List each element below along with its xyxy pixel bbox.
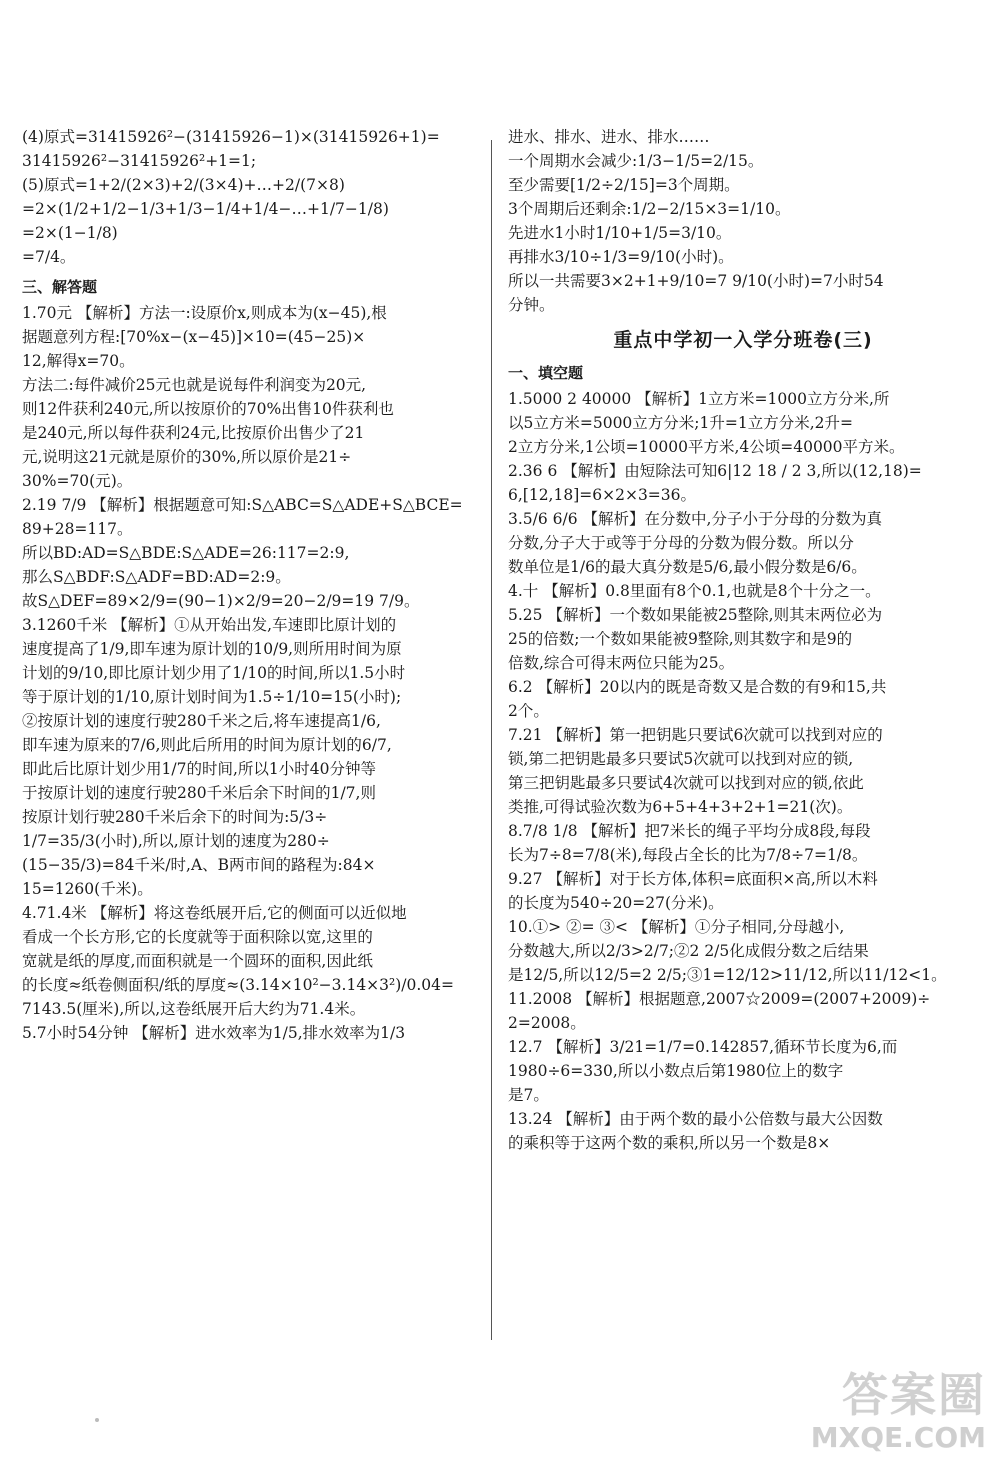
text-line: 4.71.4米 【解析】将这卷纸展开后,它的侧面可以近似地 <box>22 904 407 922</box>
text-line: 2立方分米,1公顷=10000平方米,4公顷=40000平方米。 <box>508 438 905 456</box>
text-line: 长为7÷8=7/8(米),每段占全长的比为7/8÷7=1/8。 <box>508 846 868 864</box>
text-line: 3.5/6 6/6 【解析】在分数中,分子小于分母的分数为真 <box>508 510 882 528</box>
text-line: 所以一共需要3×2+1+9/10=7 9/10(小时)=7小时54 <box>508 272 884 290</box>
left-answers-block <box>22 301 474 1045</box>
text-line: 12,解得x=70。 <box>22 352 135 370</box>
right-column <box>508 125 978 1155</box>
text-line: 故S△DEF=89×2/9=(90−1)×2/9=20−2/9=19 7/9。 <box>22 592 420 610</box>
text-line: 7.21 【解析】第一把钥匙只要试6次就可以找到对应的 <box>508 726 883 744</box>
text-line: 31415926²−31415926²+1=1; <box>22 152 257 170</box>
text-line: 2个。 <box>508 702 549 720</box>
text-line: 分钟。 <box>508 296 555 314</box>
text-line: =7/4。 <box>22 248 76 266</box>
section-heading-fill: 一、填空题 <box>508 364 584 382</box>
text-line: 数单位是1/6的最大真分数是5/6,最小假分数是6/6。 <box>508 558 867 576</box>
text-line: 进水、排水、进水、排水…… <box>508 128 710 146</box>
text-line: 看成一个长方形,它的长度就等于面积除以宽,这里的 <box>22 928 373 946</box>
text-line: 分数越大,所以2/3>2/7;②2 2/5化成假分数之后结果 <box>508 942 869 960</box>
text-line: (4)原式=31415926²−(31415926−1)×(31415926+1)= <box>22 128 440 146</box>
text-line: 于按原计划的速度行驶280千米后余下时间的1/7,则 <box>22 784 376 802</box>
text-line: 25的倍数;一个数如果能被9整除,则其数字和是9的 <box>508 630 853 648</box>
text-line: 等于原计划的1/10,原计划时间为1.5÷1/10=15(小时); <box>22 688 402 706</box>
text-line: 6.2 【解析】20以内的既是奇数又是合数的有9和15,共 <box>508 678 887 696</box>
text-line: 方法二:每件减价25元也就是说每件利润变为20元, <box>22 376 367 394</box>
text-line: 5.25 【解析】一个数如果能被25整除,则其末两位必为 <box>508 606 883 624</box>
right-answers-block <box>508 387 978 1155</box>
text-line: 3个周期后还剩余:1/2−2/15×3=1/10。 <box>508 200 791 218</box>
text-line: 3.1260千米 【解析】①从开始出发,车速即比原计划的 <box>22 616 397 634</box>
text-line: 则12件获利240元,所以按原价的70%出售10件获利也 <box>22 400 394 418</box>
text-line: 所以BD:AD=S△BDE:S△ADE=26:117=2:9, <box>22 544 350 562</box>
right-continuation-block <box>508 125 978 317</box>
text-line: 1.70元 【解析】方法一:设原价x,则成本为(x−45),根 <box>22 304 387 322</box>
text-line: 是240元,所以每件获利24元,比按原价出售少了21 <box>22 424 365 442</box>
text-line: 按原计划行驶280千米后余下的时间为:5/3÷ <box>22 808 328 826</box>
text-line: 6,[12,18]=6×2×3=36。 <box>508 486 697 504</box>
text-line: ②按原计划的速度行驶280千米之后,将车速提高1/6, <box>22 712 381 730</box>
exam-title: 重点中学初一入学分班卷(三) <box>613 329 873 351</box>
text-line: 分数,分子大于或等于分母的分数为假分数。所以分 <box>508 534 854 552</box>
watermark-logo <box>786 1370 986 1465</box>
text-line: 即车速为原来的7/6,则此后所用的时间为原计划的6/7, <box>22 736 392 754</box>
watermark-url: MXQE.COM <box>810 1421 986 1454</box>
text-line: 2=2008。 <box>508 1014 586 1032</box>
text-line: 速度提高了1/9,即车速为原计划的10/9,则所用时间为原 <box>22 640 402 658</box>
text-line: 那么S△BDF:S△ADF=BD:AD=2:9。 <box>22 568 291 586</box>
text-line: 13.24 【解析】由于两个数的最小公倍数与最大公因数 <box>508 1110 883 1128</box>
text-line: 7143.5(厘米),所以,这卷纸展开后大约为71.4米。 <box>22 1000 366 1018</box>
text-line: 先进水1小时1/10+1/5=3/10。 <box>508 224 732 242</box>
section-heading-answers: 三、解答题 <box>22 278 98 296</box>
text-line: 11.2008 【解析】根据题意,2007☆2009=(2007+2009)÷ <box>508 990 931 1008</box>
text-line: 的长度为540÷20=27(分米)。 <box>508 894 724 912</box>
text-line: 第三把钥匙最多只要试4次就可以找到对应的锁,依此 <box>508 774 864 792</box>
text-line: 8.7/8 1/8 【解析】把7米长的绳子平均分成8段,每段 <box>508 822 871 840</box>
text-line: 的长度≈纸卷侧面积/纸的厚度≈(3.14×10²−3.14×3²)/0.04= <box>22 976 455 994</box>
text-line: =2×(1/2+1/2−1/3+1/3−1/4+1/4−…+1/7−1/8) <box>22 200 389 218</box>
text-line: 5.7小时54分钟 【解析】进水效率为1/5,排水效率为1/3 <box>22 1024 406 1042</box>
text-line: 一个周期水会减少:1/3−1/5=2/15。 <box>508 152 764 170</box>
watermark-text: 答案圈 <box>842 1368 986 1422</box>
text-line: (15−35/3)=84千米/时,A、B两市间的路程为:84× <box>22 856 376 874</box>
text-line: 1/7=35/3(小时),所以,原计划的速度为280÷ <box>22 832 330 850</box>
text-line: 的乘积等于这两个数的乘积,所以另一个数是8× <box>508 1134 831 1152</box>
text-line: 10.①> ②= ③< 【解析】①分子相同,分母越小, <box>508 918 845 936</box>
text-line: 2.19 7/9 【解析】根据题意可知:S△ABC=S△ADE+S△BCE= <box>22 496 463 514</box>
left-formula-block <box>22 125 474 269</box>
text-line: 是7。 <box>508 1086 549 1104</box>
text-line: 锁,第二把钥匙最多只要试5次就可以找到对应的锁, <box>508 750 854 768</box>
text-line: 2.36 6 【解析】由短除法可知6|12 18 / 2 3,所以(12,18)= <box>508 462 922 480</box>
text-line: 30%=70(元)。 <box>22 472 133 490</box>
text-line: 9.27 【解析】对于长方体,体积=底面积×高,所以木料 <box>508 870 878 888</box>
text-line: 计划的9/10,即比原计划少用了1/10的时间,所以1.5小时 <box>22 664 406 682</box>
text-line: 89+28=117。 <box>22 520 133 538</box>
text-line: 以5立方米=5000立方分米;1升=1立方分米,2升= <box>508 414 854 432</box>
text-line: 倍数,综合可得末两位只能为25。 <box>508 654 735 672</box>
text-line: 据题意列方程:[70%x−(x−45)]×10=(45−25)× <box>22 328 366 346</box>
text-line: 1980÷6=330,所以小数点后第1980位上的数字 <box>508 1062 844 1080</box>
column-divider <box>491 140 492 1340</box>
text-line: 宽就是纸的厚度,而面积就是一个圆环的面积,因此纸 <box>22 952 373 970</box>
text-line: 元,说明这21元就是原价的30%,所以原价是21÷ <box>22 448 352 466</box>
left-column <box>22 125 474 1045</box>
text-line: (5)原式=1+2/(2×3)+2/(3×4)+…+2/(7×8) <box>22 176 345 194</box>
text-line: 即此后比原计划少用1/7的时间,所以1小时40分钟等 <box>22 760 376 778</box>
text-line: 15=1260(千米)。 <box>22 880 153 898</box>
text-line: 1.5000 2 40000 【解析】1立方米=1000立方分米,所 <box>508 390 890 408</box>
text-line: 12.7 【解析】3/21=1/7=0.142857̇,循环节长度为6,而 <box>508 1038 898 1056</box>
text-line: =2×(1−1/8) <box>22 224 118 242</box>
text-line: 是12/5,所以12/5=2 2/5;③1=12/12>11/12,所以11/12<1。 <box>508 966 947 984</box>
text-line: 至少需要[1/2÷2/15]=3个周期。 <box>508 176 740 194</box>
scan-speck <box>95 1418 99 1422</box>
text-line: 再排水3/10÷1/3=9/10(小时)。 <box>508 248 734 266</box>
text-line: 类推,可得试验次数为6+5+4+3+2+1=21(次)。 <box>508 798 853 816</box>
text-line: 4.十 【解析】0.8里面有8个0.1,也就是8个十分之一。 <box>508 582 881 600</box>
